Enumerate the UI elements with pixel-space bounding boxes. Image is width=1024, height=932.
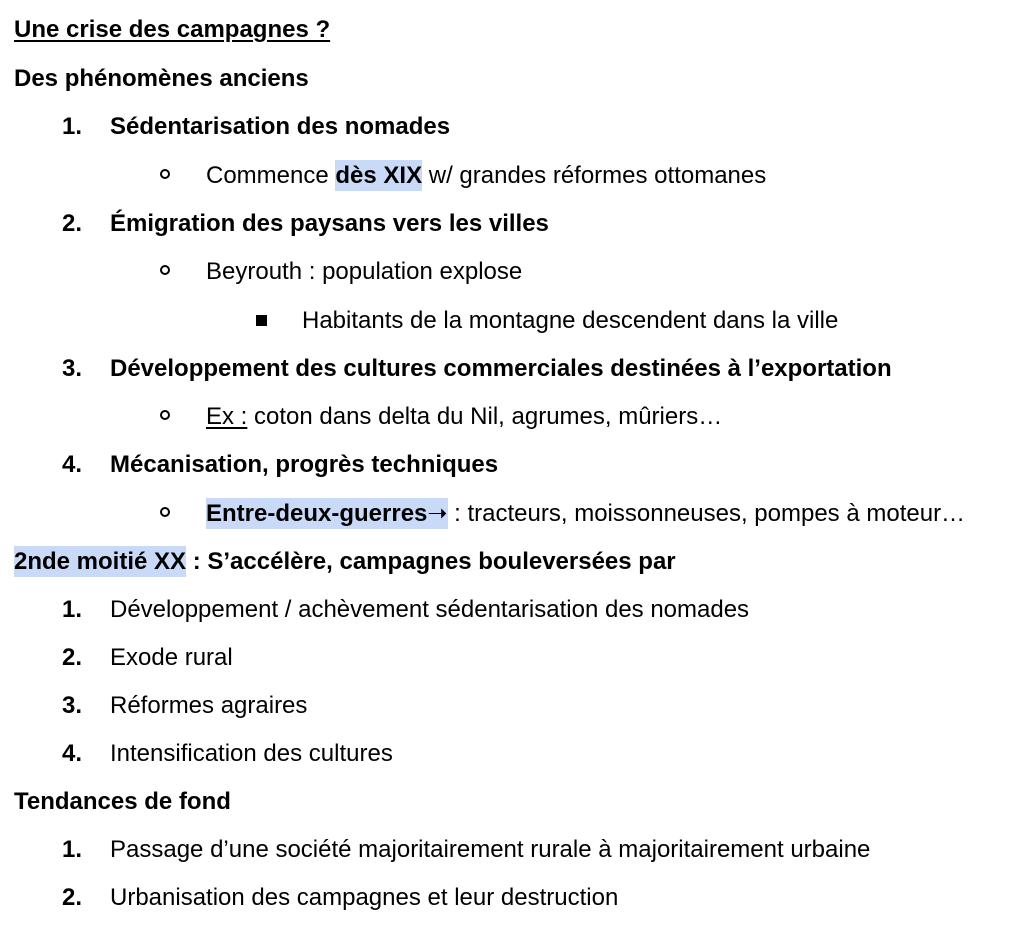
list-item-label: Réformes agraires: [110, 692, 308, 719]
highlighted-text: 2nde moitié XX: [14, 548, 187, 575]
sub-item-text: Commence dès XIX w/ grandes réformes ottomanes: [206, 162, 767, 189]
list-number: 1.: [62, 113, 83, 140]
sub-item-text: Ex : coton dans delta du Nil, agrumes, mûriers…: [206, 403, 723, 430]
list-item-label: Sédentarisation des nomades: [110, 113, 451, 140]
highlighted-text: dès XIX: [335, 162, 423, 189]
sub-item-text: Entre-deux-guerres➝ : tracteurs, moissonneuses, pompes à moteur…: [206, 500, 966, 527]
circle-bullet-icon: [160, 265, 170, 275]
section-heading-seconde-moitie: 2nde moitié XX : S’accélère, campagnes bouleversées par: [14, 548, 676, 575]
list-number: 1.: [62, 836, 83, 863]
underlined-text: Ex :: [206, 403, 248, 430]
list-number: 4.: [62, 451, 83, 478]
list-item-label: Développement / achèvement sédentarisation des nomades: [110, 596, 750, 623]
list-number: 1.: [62, 596, 83, 623]
sub-item-text: Beyrouth : population explose: [206, 258, 523, 285]
list-item-label: Exode rural: [110, 644, 233, 671]
list-item-label: Développement des cultures commerciales destinées à l’exportation: [110, 355, 892, 382]
sub-sub-item-text: Habitants de la montagne descendent dans la ville: [302, 307, 839, 334]
list-number: 2.: [62, 644, 83, 671]
list-item-label: Émigration des paysans vers les villes: [110, 210, 549, 237]
list-item-label: Urbanisation des campagnes et leur destruction: [110, 884, 619, 911]
list-number: 3.: [62, 355, 83, 382]
list-number: 3.: [62, 692, 83, 719]
list-item-label: Passage d’une société majoritairement rurale à majoritairement urbaine: [110, 836, 871, 863]
square-bullet-icon: [256, 315, 267, 326]
list-number: 2.: [62, 210, 83, 237]
highlighted-text: Entre-deux-guerres➝: [206, 500, 448, 527]
section-heading-tendances-de-fond: Tendances de fond: [14, 788, 231, 815]
section-heading-phenomenes-anciens: Des phénomènes anciens: [14, 65, 309, 92]
list-number: 4.: [62, 740, 83, 767]
list-item-label: Mécanisation, progrès techniques: [110, 451, 499, 478]
list-item-label: Intensification des cultures: [110, 740, 393, 767]
list-number: 2.: [62, 884, 83, 911]
circle-bullet-icon: [160, 169, 170, 179]
right-arrow-icon: ➝: [427, 500, 448, 527]
page-title: Une crise des campagnes ?: [14, 16, 331, 43]
circle-bullet-icon: [160, 410, 170, 420]
circle-bullet-icon: [160, 507, 170, 517]
